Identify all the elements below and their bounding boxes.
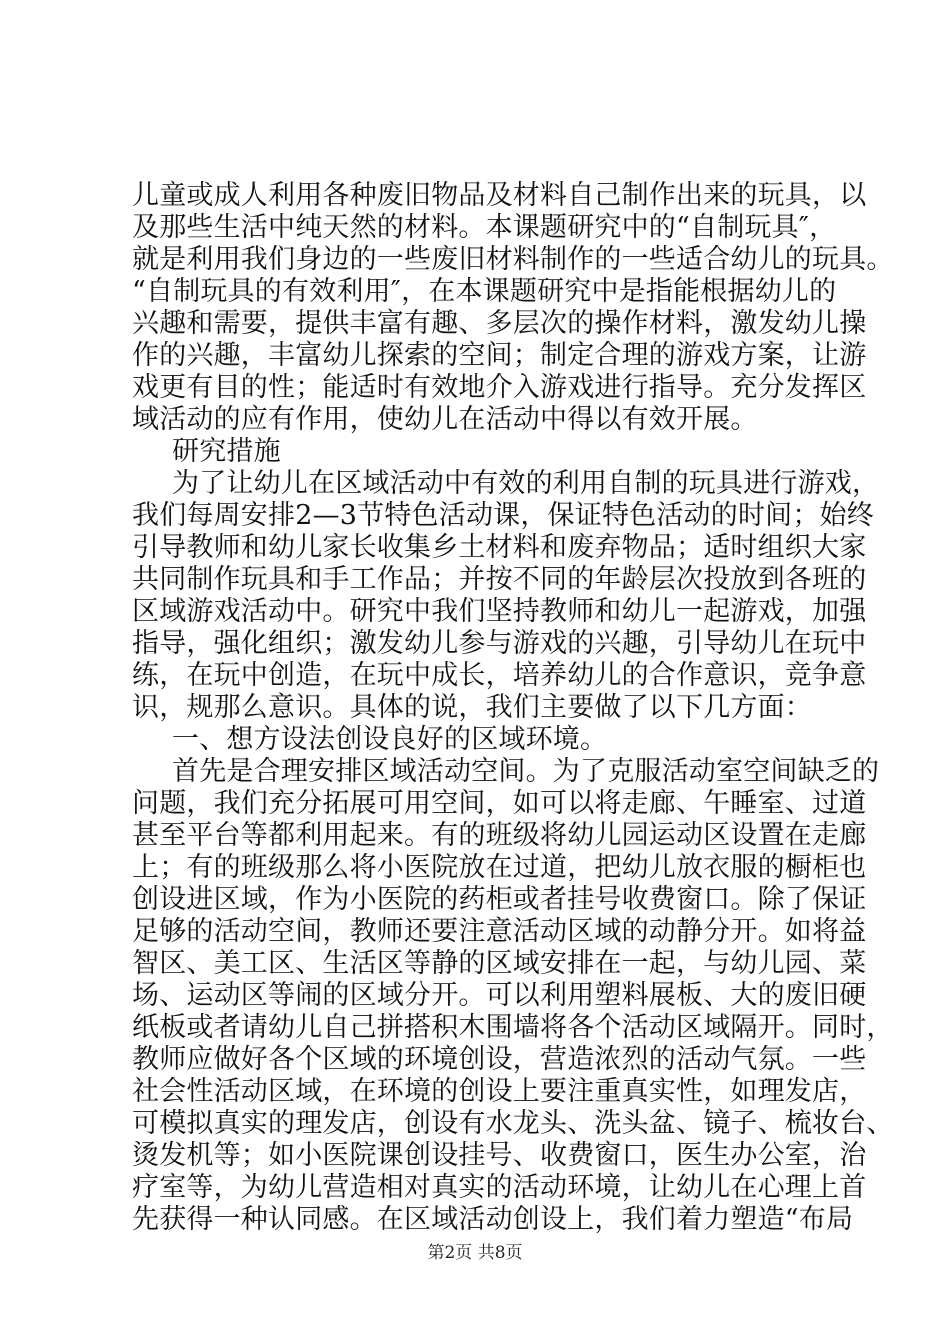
text-line: 域活动的应有作用，使幼儿在活动中得以有效开展。 (132, 404, 758, 435)
text-line: 社会性活动区域，在环境的创设上要注重真实性，如理发店， (132, 1076, 867, 1107)
text-line: 先获得一种认同感。在区域活动创设上，我们着力塑造“布局 (132, 1204, 854, 1235)
text-line: 疗室等，为幼儿营造相对真实的活动环境，让幼儿在心理上首 (132, 1172, 867, 1203)
text-line: 识，规那么意识。具体的说，我们主要做了以下几方面： (132, 692, 812, 723)
text-line: 区域游戏活动中。研究中我们坚持教师和幼儿一起游戏，加强 (132, 596, 867, 627)
text-line: 共同制作玩具和手工作品；并按不同的年龄层次投放到各班的 (132, 564, 867, 595)
text-line: 场、运动区等闹的区域分开。可以利用塑料展板、大的废旧硬 (132, 980, 867, 1011)
text-line: 戏更有目的性；能适时有效地介入游戏进行指导。充分发挥区 (132, 372, 867, 403)
section-heading: 一、想方设法创设良好的区域环境。 (172, 724, 608, 755)
text-line: 纸板或者请幼儿自己拼搭积木围墙将各个活动区域隔开。同时， (132, 1012, 894, 1043)
text-line: 上；有的班级那么将小医院放在过道，把幼儿放衣服的橱柜也 (132, 852, 867, 883)
text-line: 为了让幼儿在区域活动中有效的利用自制的玩具进行游戏， (172, 468, 880, 499)
text-line: 引导教师和幼儿家长收集乡土材料和废弃物品；适时组织大家 (132, 532, 867, 563)
text-line: 及那些生活中纯天然的材料。本课题研究中的“自制玩具″， (132, 212, 837, 243)
text-line: 教师应做好各个区域的环境创设，营造浓烈的活动气氛。一些 (132, 1044, 867, 1075)
text-line: “自制玩具的有效利用″，在本课题研究中是指能根据幼儿的 (132, 276, 837, 307)
page-number: 第2页 共8页 (427, 1243, 523, 1263)
text-line: 我们每周安排2—3节特色活动课，保证特色活动的时间；始终 (132, 500, 874, 531)
text-line: 甚至平台等都利用起来。有的班级将幼儿园运动区设置在走廊 (132, 820, 867, 851)
section-heading: 研究措施 (172, 436, 281, 467)
text-line: 创设进区域，作为小医院的药柜或者挂号收费窗口。除了保证 (132, 884, 867, 915)
text-line: 智区、美工区、生活区等静的区域安排在一起，与幼儿园、菜 (132, 948, 867, 979)
text-line: 可模拟真实的理发店，创设有水龙头、洗头盆、镜子、梳妆台、 (132, 1108, 894, 1139)
text-line: 作的兴趣，丰富幼儿探索的空间；制定合理的游戏方案，让游 (132, 340, 867, 371)
text-line: 足够的活动空间，教师还要注意活动区域的动静分开。如将益 (132, 916, 867, 947)
text-line: 问题，我们充分拓展可用空间，如可以将走廊、午睡室、过道 (132, 788, 867, 819)
text-line: 儿童或成人利用各种废旧物品及材料自己制作出来的玩具，以 (132, 180, 867, 211)
document-body (132, 180, 894, 1236)
text-line: 指导，强化组织；激发幼儿参与游戏的兴趣，引导幼儿在玩中 (132, 628, 867, 659)
text-line: 首先是合理安排区域活动空间。为了克服活动室空间缺乏的 (172, 756, 880, 787)
text-line: 兴趣和需要，提供丰富有趣、多层次的操作材料，激发幼儿操 (132, 308, 867, 339)
text-line: 练，在玩中创造，在玩中成长，培养幼儿的合作意识，竞争意 (132, 660, 867, 691)
text-line: 就是利用我们身边的一些废旧材料制作的一些适合幼儿的玩具。 (132, 244, 894, 275)
text-line: 烫发机等；如小医院课创设挂号、收费窗口，医生办公室，治 (132, 1140, 867, 1171)
